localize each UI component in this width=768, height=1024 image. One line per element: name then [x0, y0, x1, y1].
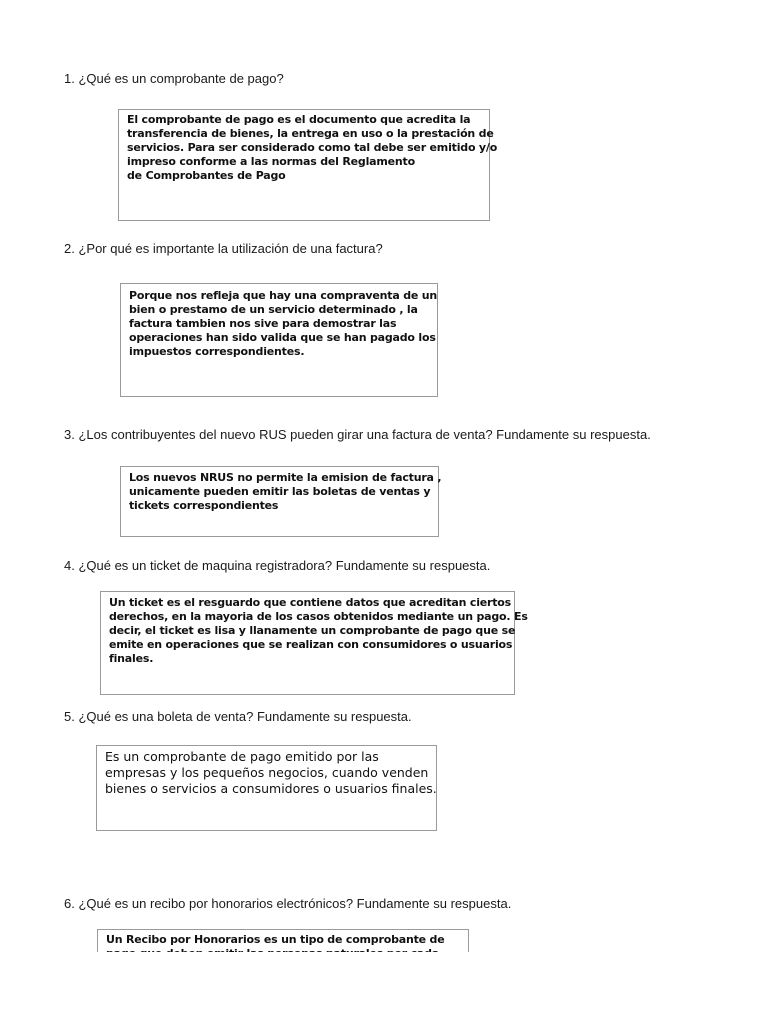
answer-2-line: factura tambien nos sive para demostrar las: [129, 317, 397, 330]
answer-box-4: [100, 591, 528, 695]
answer-text-2: [121, 284, 437, 359]
answer-3-line: tickets correspondientes: [129, 499, 279, 512]
question-5: 5. ¿Qué es una boleta de venta? Fundamente su respuesta.: [64, 709, 412, 724]
question-6: 6. ¿Qué es un recibo por honorarios electrónicos? Fundamente su respuesta.: [64, 896, 512, 911]
answer-text-4: [101, 592, 528, 666]
answer-box-5: [96, 745, 437, 831]
answer-4-line: derechos, en la mayoria de los casos obtenidos mediante un pago. Es: [109, 610, 528, 623]
answer-text-3: [121, 467, 442, 513]
answer-6-line: Un Recibo por Honorarios es un tipo de comprobante de: [106, 933, 445, 946]
answer-4-line: Un ticket es el resguardo que contiene datos que acreditan ciertos: [109, 596, 512, 609]
answer-1-line: El comprobante de pago es el documento que acredita la: [127, 113, 471, 126]
answer-2-line: Porque nos refleja que hay una compraventa de un: [129, 289, 438, 302]
answer-text-5: [97, 746, 436, 797]
question-2: 2. ¿Por qué es importante la utilización de una factura?: [64, 241, 383, 256]
question-1: 1. ¿Qué es un comprobante de pago?: [64, 71, 284, 86]
answer-4-line: decir, el ticket es lisa y llanamente un comprobante de pago que se: [109, 624, 516, 637]
answer-5-line: bienes o servicios a consumidores o usuarios finales.: [105, 781, 437, 796]
answer-2-line: bien o prestamo de un servicio determinado , la: [129, 303, 418, 316]
answer-2-line: impuestos correspondientes.: [129, 345, 305, 358]
answer-3-line: Los nuevos NRUS no permite la emision de factura ,: [129, 471, 442, 484]
answer-3-line: unicamente pueden emitir las boletas de ventas y: [129, 485, 431, 498]
answer-1-line: de Comprobantes de Pago: [127, 169, 286, 182]
answer-4-line: finales.: [109, 652, 154, 665]
answer-text-1: [119, 110, 498, 183]
question-4: 4. ¿Qué es un ticket de maquina registradora? Fundamente su respuesta.: [64, 558, 491, 573]
answer-1-line: transferencia de bienes, la entrega en uso o la prestación de: [127, 127, 494, 140]
question-3: 3. ¿Los contribuyentes del nuevo RUS pueden girar una factura de venta? Fundamente su respuesta.: [64, 427, 651, 442]
answer-1-line: impreso conforme a las normas del Reglamento: [127, 155, 415, 168]
answer-box-3: [120, 466, 442, 537]
answer-1-line: servicios. Para ser considerado como tal debe ser emitido y/o: [127, 141, 498, 154]
answer-4-line: emite en operaciones que se realizan con consumidores o usuarios: [109, 638, 513, 651]
page-bottom-blank: [0, 952, 768, 1024]
answer-5-line: Es un comprobante de pago emitido por las: [105, 749, 379, 764]
answer-2-line: operaciones han sido valida que se han pagado los: [129, 331, 436, 344]
answer-5-line: empresas y los pequeños negocios, cuando venden: [105, 765, 429, 780]
answer-box-2: [120, 283, 438, 397]
answer-box-1: [118, 109, 498, 221]
